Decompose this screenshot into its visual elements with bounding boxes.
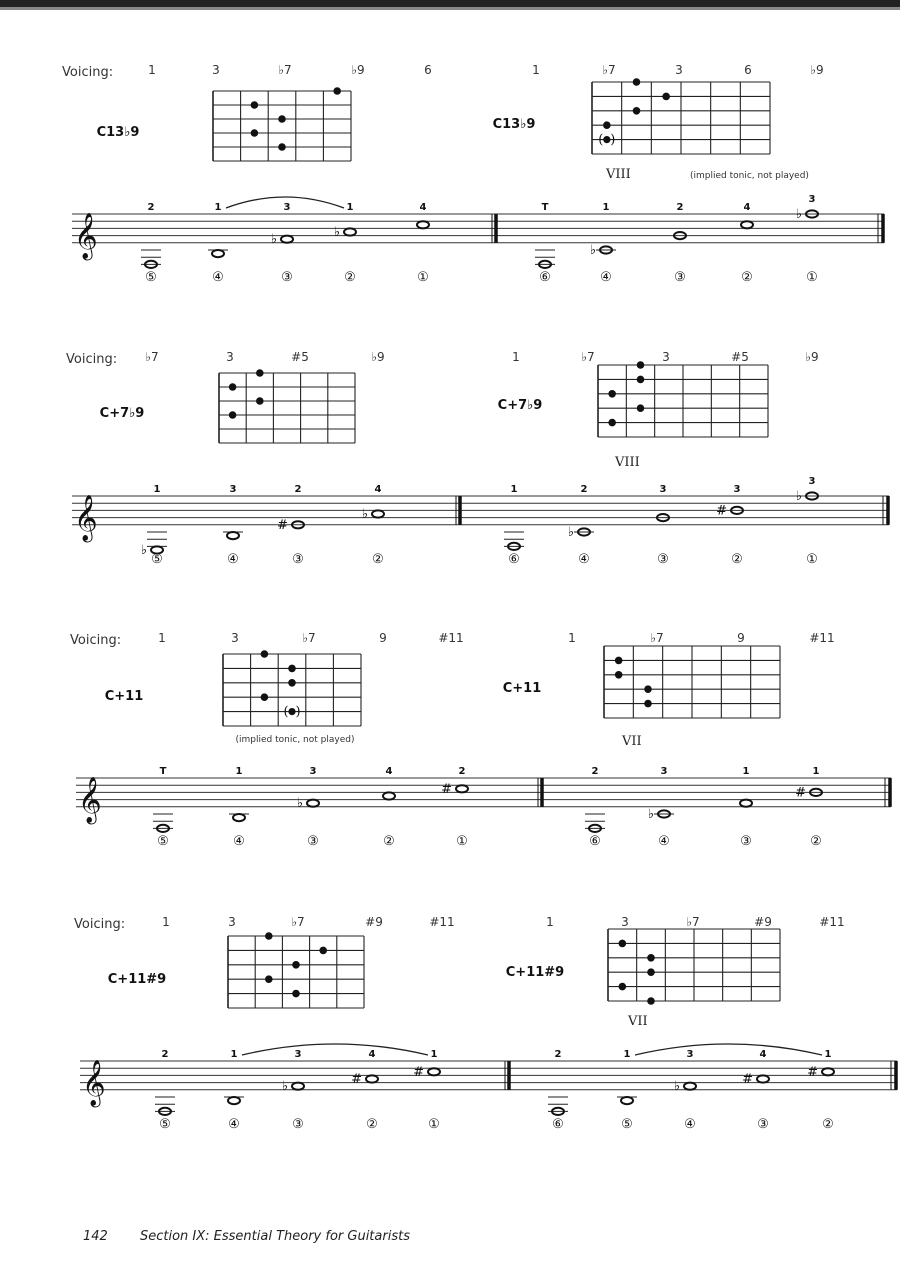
fingering: 1 [153,484,161,495]
finger-dot [288,665,296,673]
finger-dot [637,361,645,369]
interval-label: #11 [819,915,845,929]
fingering: 4 [759,1049,767,1060]
string-number: ⑤ [621,1116,633,1132]
finger-dot [319,947,327,955]
string-number: ④ [578,551,590,567]
interval-label: ♭9 [805,350,819,364]
interval-label: ♭7 [302,631,316,645]
interval-label: 6 [424,63,432,77]
finger-dot [647,997,655,1005]
string-number: ② [741,269,753,285]
interval-label: 3 [231,631,239,645]
treble-clef-icon: 𝄞 [74,212,98,259]
string-number: ⑥ [589,833,601,849]
finger-dot [633,107,641,115]
fingering: 3 [309,766,317,777]
interval-label: ♭7 [650,631,664,645]
finger-dot [251,129,259,137]
interval-label: ♭9 [810,63,824,77]
chord-name: C+11#9 [505,965,565,980]
interval-label: #11 [429,915,455,929]
fingering: 3 [294,1049,302,1060]
flat-sign: ♭ [795,207,802,222]
string-number: ① [456,833,468,849]
interval-label: ♭9 [351,63,365,77]
notehead [428,1068,440,1075]
slur-tie [242,1044,428,1055]
interval-label: ♭9 [371,350,385,364]
left-fretboard-diagram [228,932,364,1008]
notehead [344,228,356,235]
notehead [227,532,239,539]
fingering: 1 [510,484,518,495]
sharp-sign: # [413,1064,424,1080]
left-voicing [100,350,385,443]
string-number: ③ [292,1116,304,1132]
string-number: ③ [740,833,752,849]
section-title: Section IX: Essential Theory for Guitarists [139,1229,410,1244]
paren-open: ( [598,132,604,148]
finger-dot [647,968,655,976]
finger-dot [644,685,652,693]
flat-sign: ♭ [281,1079,288,1095]
diagram-caption: (implied tonic, not played) [690,171,809,181]
fingering: 1 [346,202,354,213]
finger-dot [603,121,611,129]
treble-clef-icon: 𝄞 [82,1059,106,1106]
string-number: ⑥ [539,269,551,285]
fingering: 2 [676,202,684,213]
finger-dot [619,983,627,991]
voicing-label: Voicing: [70,633,122,648]
fingering: 4 [385,766,393,777]
section-c13b9 [62,63,884,285]
fingering: 1 [623,1049,631,1060]
string-number: ③ [757,1116,769,1132]
finger-dot [261,693,269,701]
notehead [212,250,224,257]
fingering: 2 [458,766,466,777]
notehead [740,800,752,807]
sharp-sign: # [441,781,452,797]
string-number: ③ [657,551,669,567]
string-number: ⑤ [151,551,163,567]
flat-sign: ♭ [795,489,802,504]
string-number: ② [344,269,356,285]
string-number: ③ [674,269,686,285]
right-voicing [506,915,845,1029]
string-number: ④ [600,269,612,285]
notehead [307,800,319,807]
interval-label: ♭7 [145,350,159,364]
fingering: 3 [659,484,667,495]
sharp-sign: # [277,517,288,533]
string-number: ④ [658,833,670,849]
notehead [822,1068,834,1075]
chord-name: C+11#9 [107,972,167,987]
fingering: 3 [660,766,668,777]
voicing-label: Voicing: [74,917,126,932]
flat-sign: ♭ [589,243,596,258]
section-3-staff [76,766,891,849]
finger-dot [288,679,296,687]
fingering: 2 [580,484,588,495]
finger-dot [608,419,616,427]
section-caug11s9 [74,915,897,1132]
interval-label: #5 [291,350,309,364]
string-number: ② [372,551,384,567]
sharp-sign: # [716,503,727,519]
paren-close: ) [295,704,301,720]
string-number: ⑤ [159,1116,171,1132]
interval-label: ♭7 [686,915,700,929]
notehead [372,510,384,517]
section-2-staff [72,476,889,567]
left-fretboard-diagram [219,369,355,443]
interval-label: ♭7 [581,350,595,364]
fret-position: VII [628,1014,648,1029]
string-number: ⑤ [157,833,169,849]
sharp-sign: # [742,1072,753,1087]
chord-name: C+11 [104,689,144,704]
notehead [417,221,429,228]
finger-dot [261,650,269,658]
right-voicing [498,350,819,470]
finger-dot [256,369,264,377]
left-fretboard-diagram [223,650,361,726]
finger-dot [333,87,341,95]
fret-position: VII [622,734,642,749]
finger-dot [292,961,300,969]
string-number: ② [383,833,395,849]
fret-position: VIII [606,167,631,182]
fingering: 3 [808,194,816,205]
finger-dot [619,940,627,948]
interval-label: 3 [621,915,629,929]
finger-dot [637,404,645,412]
section-caug11 [70,631,891,849]
page-footer [83,1229,410,1244]
finger-dot [278,143,286,151]
flat-sign: ♭ [140,543,147,558]
finger-dot [278,115,286,123]
section-1-staff [72,194,884,285]
left-voicing [105,631,464,745]
interval-label: #5 [731,350,749,364]
interval-label: #9 [365,915,383,929]
interval-label: ♭7 [291,915,305,929]
fingering: 1 [230,1049,238,1060]
notehead [383,792,395,799]
interval-label: 9 [379,631,387,645]
string-number: ② [810,833,822,849]
interval-label: 1 [546,915,554,929]
string-number: ④ [233,833,245,849]
fingering: 4 [419,202,427,213]
finger-dot [229,411,237,419]
finger-dot [256,397,264,405]
chord-name: C13♭9 [96,125,140,140]
interval-label: 1 [158,631,166,645]
right-fretboard-diagram [604,646,780,718]
interval-label: 9 [737,631,745,645]
finger-dot [637,376,645,384]
string-number: ③ [292,551,304,567]
fingering: 2 [161,1049,169,1060]
notehead [281,236,293,243]
notehead [233,814,245,821]
voicing-label: Voicing: [62,65,114,80]
string-number: ⑥ [552,1116,564,1132]
chord-name: C13♭9 [492,117,536,132]
flat-sign: ♭ [567,525,574,540]
fingering: 3 [733,484,741,495]
fingering: 1 [235,766,243,777]
finger-dot [662,93,670,101]
finger-dot [229,383,237,391]
interval-label: 1 [512,350,520,364]
notehead [456,785,468,792]
finger-dot [644,700,652,708]
string-number: ⑤ [145,269,157,285]
finger-dot [615,671,623,679]
fingering: 1 [824,1049,832,1060]
fingering: 1 [812,766,820,777]
string-number: ② [366,1116,378,1132]
interval-label: 1 [148,63,156,77]
left-fretboard-diagram [213,87,351,161]
interval-label: 1 [568,631,576,645]
flat-sign: ♭ [333,225,340,240]
string-number: ③ [307,833,319,849]
fingering: 2 [147,202,155,213]
interval-label: 1 [532,63,540,77]
fingering: 2 [554,1049,562,1060]
finger-dot [608,390,616,398]
chord-name: C+7♭9 [497,398,543,413]
chord-name: C+7♭9 [99,406,145,421]
interval-label: 3 [226,350,234,364]
treble-clef-icon: 𝄞 [74,494,98,541]
string-number: ② [731,551,743,567]
page-number: 142 [83,1229,108,1244]
interval-label: #11 [809,631,835,645]
notehead [228,1097,240,1104]
flat-sign: ♭ [296,796,303,812]
string-number: ③ [281,269,293,285]
fingering: T [541,202,549,213]
fingering: 1 [214,202,222,213]
fingering: 3 [283,202,291,213]
interval-label: 3 [675,63,683,77]
section-c7s5b9 [66,350,889,567]
string-number: ④ [227,551,239,567]
flat-sign: ♭ [647,807,654,822]
interval-label: ♭7 [278,63,292,77]
fingering: 2 [294,484,302,495]
string-number: ① [417,269,429,285]
right-voicing [503,631,835,749]
fret-position: VIII [615,455,640,470]
section-4-staff [80,1044,897,1132]
sharp-sign: # [351,1072,362,1087]
right-voicing [493,63,824,182]
interval-label: #11 [438,631,464,645]
paren-open: ( [283,704,289,720]
string-number: ① [806,269,818,285]
flat-sign: ♭ [270,232,277,248]
fingering: 3 [808,476,816,487]
fingering: 4 [374,484,382,495]
string-number: ④ [212,269,224,285]
paren-close: ) [610,132,616,148]
fingering: T [159,766,167,777]
interval-label: 3 [212,63,220,77]
notehead [757,1075,769,1082]
interval-label: 6 [744,63,752,77]
string-number: ① [806,551,818,567]
fingering: 2 [591,766,599,777]
string-number: ① [428,1116,440,1132]
fingering: 3 [686,1049,694,1060]
notehead [684,1083,696,1090]
right-fretboard-diagram [598,361,768,437]
right-fretboard-diagram [608,929,780,1005]
right-note-5 [796,476,818,567]
fingering: 4 [368,1049,376,1060]
interval-label: #9 [754,915,772,929]
notehead [741,221,753,228]
notehead [366,1075,378,1082]
right-fretboard-diagram [592,78,770,154]
finger-dot [647,954,655,962]
finger-dot [615,657,623,665]
fingering: 3 [229,484,237,495]
flat-sign: ♭ [361,507,368,522]
interval-label: 3 [228,915,236,929]
fingering: 1 [602,202,610,213]
sharp-sign: # [807,1064,818,1080]
left-voicing [97,63,432,161]
slur-tie [635,1044,822,1055]
string-number: ④ [684,1116,696,1132]
notehead [621,1097,633,1104]
finger-dot [292,990,300,998]
string-number: ⑥ [508,551,520,567]
finger-dot [633,78,641,86]
diagram-caption: (implied tonic, not played) [235,735,355,745]
chord-name: C+11 [502,681,542,696]
finger-dot [265,975,273,983]
finger-dot [251,101,259,109]
string-number: ④ [228,1116,240,1132]
fingering: 1 [742,766,750,777]
flat-sign: ♭ [673,1079,680,1095]
voicing-label: Voicing: [66,352,118,367]
interval-label: 1 [162,915,170,929]
string-number: ② [822,1116,834,1132]
fingering: 4 [743,202,751,213]
left-voicing [108,915,455,1008]
interval-label: 3 [662,350,670,364]
interval-label: ♭7 [602,63,616,77]
finger-dot [265,932,273,940]
notehead [292,1083,304,1090]
sharp-sign: # [795,785,806,801]
right-note-5 [796,194,818,285]
treble-clef-icon: 𝄞 [78,776,102,823]
fingering: 1 [430,1049,438,1060]
